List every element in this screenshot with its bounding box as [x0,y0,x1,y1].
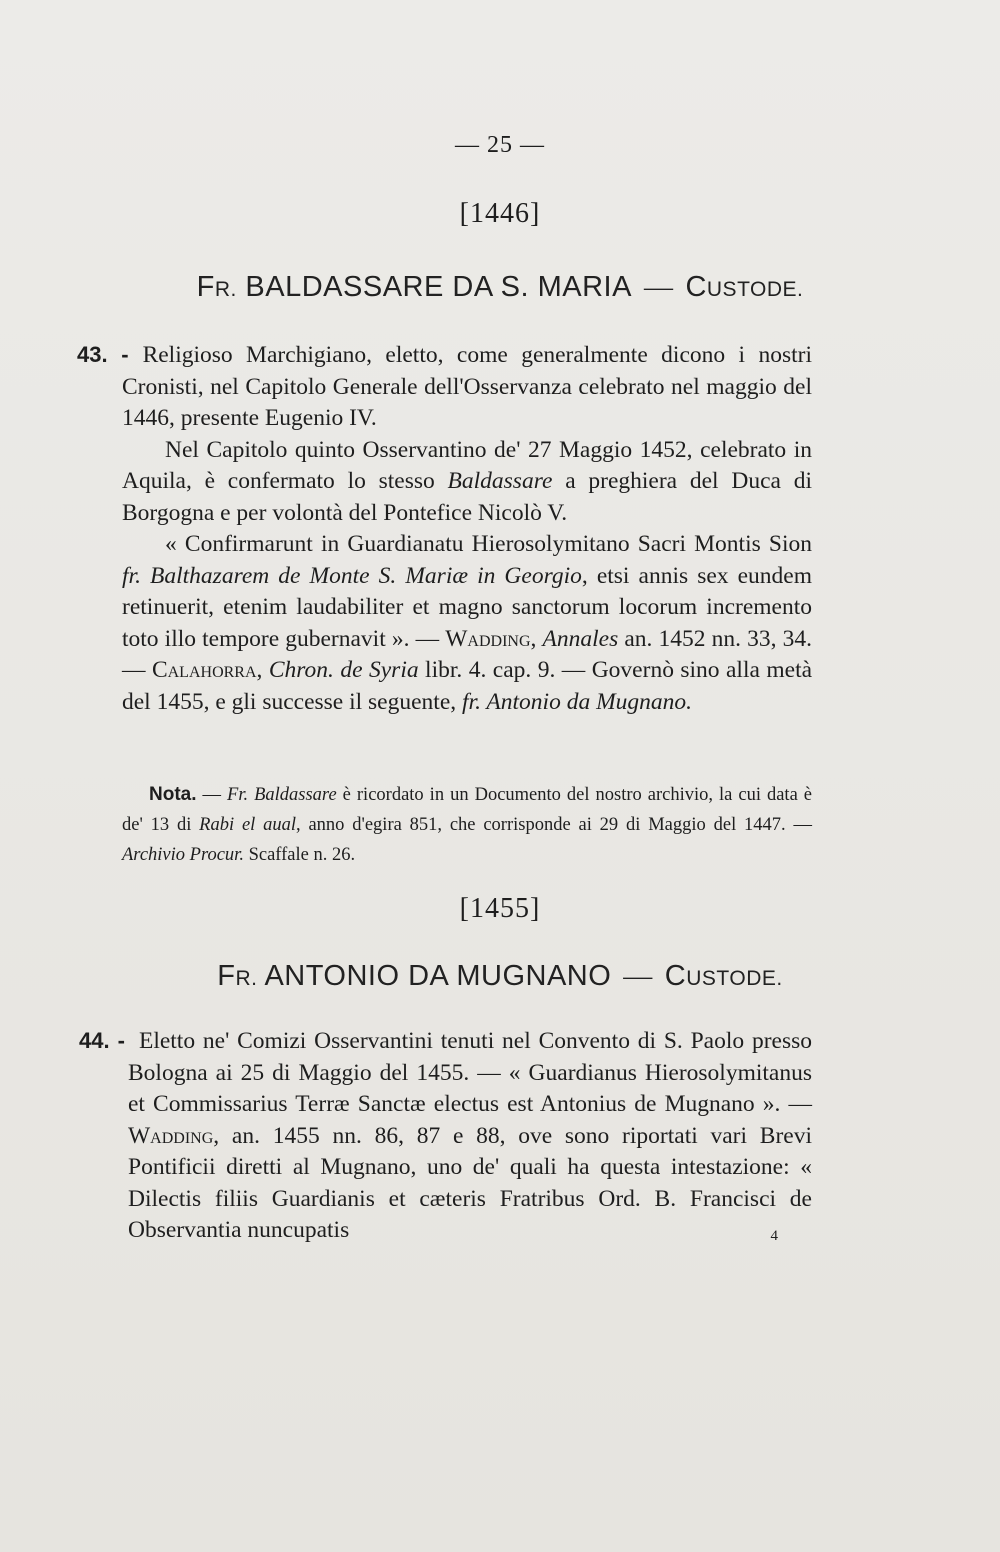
note-text-e: , anno d'egira 851, che corrisponde ai 29 di Maggio del 1447. — [296,815,812,835]
entry-43-paragraph-3 [122,529,812,718]
heading-role-initial: C [685,271,707,303]
section-heading-baldassare [0,271,1000,304]
entry-number-43: 43. - [77,342,129,367]
citation-annales: Annales [542,625,619,652]
signature-mark: 4 [770,1228,778,1244]
entry-43-text-2b: Baldassare [447,468,553,494]
entry-43-text-3f: , [530,625,543,652]
note-text-f: Archivio Procur. [122,845,244,865]
heading-dash: — [643,271,674,303]
section-heading-antonio [0,960,1000,993]
heading-dash: — [623,960,653,992]
heading-title-prefix: F [217,960,236,992]
citation-calahorra: Calahorra [151,657,257,683]
entry-44-text-1a: Eletto ne' Comizi Osservantini tenuti nel Convento di S. Paolo presso Bologna ai 25 di Maggio del 1455. — « Guardianus Hierosolymitanus et Commissarius Terræ Sanctæ electus est Antonius de Mugnano ». — [128,1028,812,1117]
note-text-g: Scaffale n. 26. [243,845,356,865]
citation-wadding-2: Wadding [128,1122,214,1149]
entry-43-text-3j: , [256,657,269,683]
entry-43-text-3b: fr. Balthazarem de Monte S. Mariæ in Georgio [122,562,582,589]
entry-44 [79,1025,812,1247]
citation-chron: Chron. de Syria [268,657,419,683]
note-text-c: è ricordato in un Documento del nostro archivio, la cui data è de' 13 di [122,785,812,835]
entry-43-text-3h: an. 1452 nn. 33, 34. — [122,625,813,683]
year-heading-1455: [1455] [459,893,541,924]
entry-43-paragraph-1 [77,339,812,435]
entry-43 [77,339,813,718]
note-text-a: — [196,785,228,805]
page-number: — 25 — [455,132,545,158]
note-text-b: Fr. Baldassare [227,785,337,805]
entry-43-text-2a: Nel Capitolo quinto Osservantino de' 27 Maggio 1452, celebrato in Aquila, è confermato lo stesso [122,436,812,494]
note-block [122,780,812,870]
heading-title-prefix-sc: R. [235,967,258,990]
heading-role-rest: USTODE. [706,278,804,301]
year-heading-1446: [1446] [459,198,541,229]
entry-43-text-1: Religioso Marchigiano, eletto, come generalmente dicono i nostri Cronisti, nel Capitolo Generale dell'Osservanza celebrato nel maggio del 1446, presente Eugenio IV. [122,342,812,431]
entry-43-text-3c: , etsi annis sex eundem retinuerit, etenim laudabiliter et magno sanctorum locorum incremento toto illo tempore gubernavit ». [122,562,812,652]
note-text-d: Rabi el aual [199,815,297,835]
note-label: Nota. [149,784,197,805]
entry-43-text-2c: a preghiera del Duca di Borgogna e per volontà del Pontefice Nicolò V. [122,468,812,526]
heading-name: ANTONIO DA MUGNANO [264,960,612,992]
heading-title-prefix: F [196,271,215,303]
entry-43-text-3l: libr. 4. cap. 9. — Governò sino alla metà del 1455, e gli successe il seguente, [122,657,813,715]
heading-name: BALDASSARE DA S. MARIA [245,271,632,303]
entry-number-44: 44. - [79,1028,125,1053]
entry-43-paragraph-2 [122,435,812,530]
entry-44-text-1c: , an. 1455 nn. 86, 87 e 88, ove sono riportati vari Brevi Pontificii diretti al Mugnano, uno de' quali ha questa intestazione: « Dilectis filiis Guardianis et cæteris Fratribus Ord. B. Francisci de Observantia nuncupatis [128,1122,812,1243]
entry-43-text-3m: fr. Antonio da Mugnano. [462,688,693,715]
entry-43-text-3d: — [409,625,446,652]
entry-43-text-3a: « Confirmarunt in Guardianatu Hierosolymitano Sacri Montis Sion [165,531,812,557]
entry-44-paragraph-1 [79,1025,812,1247]
heading-title-prefix-sc: R. [214,278,237,301]
heading-role-rest: USTODE. [686,967,783,990]
heading-role-initial: C [664,960,687,992]
citation-wadding: Wadding [445,625,531,652]
